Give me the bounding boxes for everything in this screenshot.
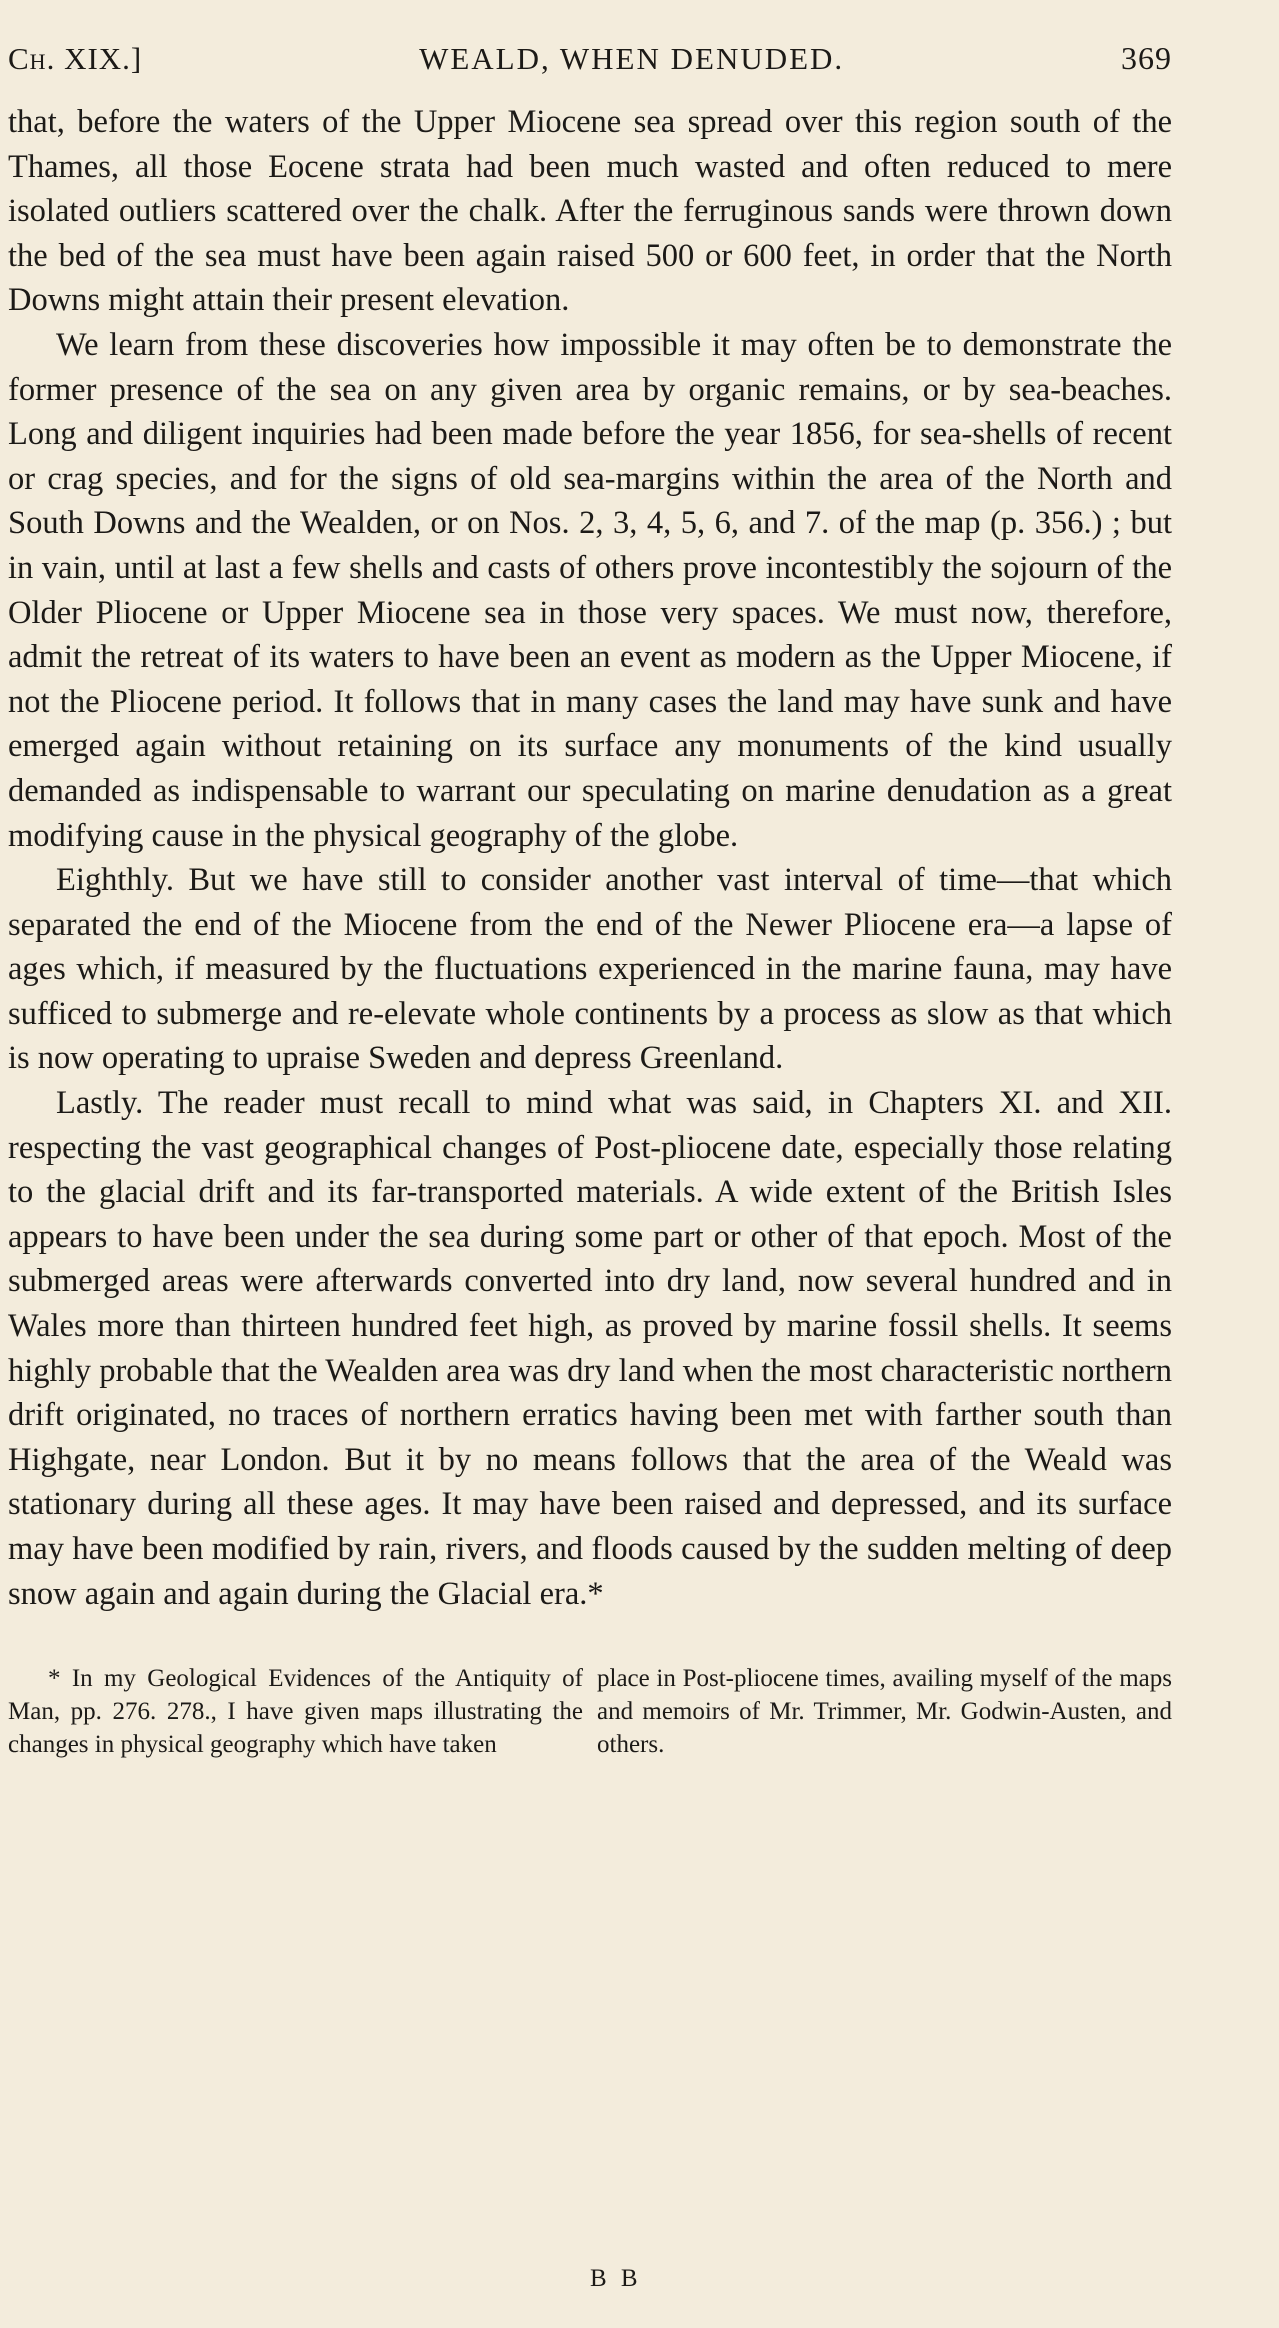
body-text xyxy=(8,100,1172,1616)
running-title: WEALD, WHEN DENUDED. xyxy=(419,41,845,76)
footnote-column-left: * In my Geological Evidences of the Antiquity of Man, pp. 276. 278., I have given maps illustrating the changes in physical geography which have taken xyxy=(8,1665,583,1759)
page-number: 369 xyxy=(1121,40,1172,76)
paragraph: We learn from these discoveries how impossible it may often be to demonstrate the former presence of the sea on any given area by organic remains, or by sea-beaches. Long and diligent inquiries had been made before the year 1856, for sea-shells of recent or crag species, and for the signs of old sea-margins within the area of the North and South Downs and the Wealden, or on Nos. 2, 3, 4, 5, 6, and 7. of the map (p. 356.) ; but in vain, until at last a few shells and casts of others prove incontestibly the sojourn of the Older Pliocene or Upper Miocene sea in those very spaces. We must now, therefore, admit the retreat of its waters to have been an event as modern as the Upper Miocene, if not the Pliocene period. It follows that in many cases the land may have sunk and have emerged again without retaining on its surface any monuments of the kind usually demanded as indispensable to warrant our speculating on marine denudation as a great modifying cause in the physical geography of the globe. xyxy=(8,326,1172,854)
chapter-label: Ch. XIX.] xyxy=(8,41,143,76)
paragraph: Eighthly. But we have still to consider another vast interval of time—that which separated the end of the Miocene from the end of the Newer Pliocene era—a lapse of ages which, if measured by the fluctuations experienced in the marine fauna, may have sufficed to submerge and re-elevate whole continents by a process as slow as that which is now operating to upraise Sweden and depress Greenland. xyxy=(8,862,1172,1077)
paragraph: Lastly. The reader must recall to mind what was said, in Chapters XI. and XII. respecting the vast geographical changes of Post-pliocene date, especially those relating to the glacial drift and its far-transported materials. A wide extent of the British Isles appears to have been under the sea during some part or other of that epoch. Most of the submerged areas were afterwards converted into dry land, now several hundred and in Wales more than thirteen hundred feet high, as proved by marine fossil shells. It seems highly probable that the Wealden area was dry land when the most characteristic northern drift originated, no traces of northern erratics having been met with farther south than Highgate, near London. But it by no means follows that the area of the Weald was stationary during all these ages. It may have been raised and depressed, and its surface may have been modified by rain, rivers, and floods caused by the sudden melting of deep snow again and again during the Glacial era.* xyxy=(8,1085,1172,1612)
signature-mark: B B xyxy=(590,2265,642,2292)
footnote-column-right: place in Post-pliocene times, availing myself of the maps and memoirs of Mr. Trimmer, Mr. Godwin-Austen, and others. xyxy=(597,1665,1172,1759)
footnote xyxy=(8,1662,1172,1761)
paragraph: that, before the waters of the Upper Miocene sea spread over this region south of the Thames, all those Eocene strata had been much wasted and often reduced to mere isolated outliers scattered over the chalk. After the ferruginous sands were thrown down the bed of the sea must have been again raised 500 or 600 feet, in order that the North Downs might attain their present elevation. xyxy=(8,104,1172,319)
running-header xyxy=(8,40,1172,100)
